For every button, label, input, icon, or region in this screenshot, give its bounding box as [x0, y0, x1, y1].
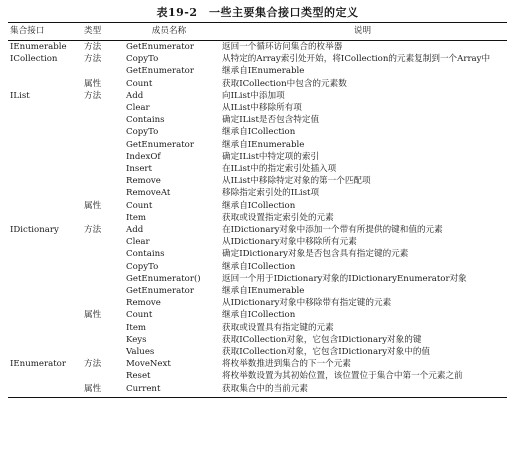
cell-interface — [8, 163, 84, 175]
cell-interface — [8, 102, 84, 114]
cell-description: 从IDictionary对象中移除带有指定键的元素 — [222, 298, 392, 309]
header-member: 成员名称 — [151, 26, 187, 36]
cell-interface — [8, 261, 84, 273]
cell-interface — [8, 151, 84, 163]
cell-description: 向IList中添加项 — [222, 90, 285, 101]
table-row — [8, 41, 507, 54]
cell-member: RemoveAt — [126, 188, 171, 199]
cell-interface: IEnumerator — [10, 359, 66, 370]
table-row — [8, 358, 507, 370]
cell-type: 属性 — [84, 310, 102, 321]
cell-description: 继承自ICollection — [222, 261, 296, 272]
cell-type: 属性 — [84, 78, 102, 89]
cell-description: 继承自IEnumerable — [222, 139, 305, 150]
cell-type — [84, 297, 120, 309]
cell-description: 确定IList是否包含特定值 — [222, 115, 320, 126]
cell-type — [84, 139, 120, 151]
cell-member: GetEnumerator — [126, 286, 194, 297]
cell-type: 方法 — [84, 42, 102, 52]
table-row — [8, 297, 507, 309]
cell-type — [84, 65, 120, 77]
cell-type: 方法 — [84, 90, 102, 101]
cell-type — [84, 114, 120, 126]
cell-description: 从IList中移除所有项 — [222, 103, 302, 114]
cell-type — [84, 187, 120, 199]
cell-type — [84, 322, 120, 334]
table-caption: 表19-2 一些主要集合接口类型的定义 — [156, 6, 359, 19]
cell-member: Add — [126, 90, 144, 101]
cell-interface — [8, 297, 84, 309]
cell-description: 继承自ICollection — [222, 200, 296, 211]
cell-description: 继承自IEnumerable — [222, 66, 305, 77]
table-body — [8, 41, 507, 398]
cell-type: 属性 — [84, 200, 102, 211]
cell-member: Values — [126, 347, 155, 358]
header-type: 类型 — [84, 26, 102, 36]
cell-member: Current — [126, 383, 161, 394]
cell-member: Contains — [126, 249, 165, 260]
cell-type — [84, 151, 120, 163]
cell-description: 继承自ICollection — [222, 310, 296, 321]
cell-type — [84, 346, 120, 358]
cell-type — [84, 261, 120, 273]
table-row — [8, 200, 507, 212]
header-interface: 集合接口 — [10, 26, 45, 36]
cell-description: 获取ICollection中包含的元素数 — [222, 78, 347, 89]
cell-member: Clear — [126, 103, 150, 114]
cell-member: Item — [126, 322, 147, 333]
cell-type — [84, 273, 120, 285]
table-row — [8, 285, 507, 297]
document-page — [8, 4, 507, 398]
cell-interface — [8, 334, 84, 346]
cell-type: 属性 — [84, 383, 102, 394]
cell-description: 将枚举数推进到集合的下一个元素 — [222, 359, 351, 370]
table-row — [8, 383, 507, 398]
cell-interface — [8, 248, 84, 260]
table-row — [8, 65, 507, 77]
cell-interface: IList — [10, 90, 30, 101]
cell-interface — [8, 139, 84, 151]
cell-interface — [8, 78, 84, 90]
cell-type: 方法 — [84, 359, 102, 370]
cell-member: CopyTo — [126, 127, 159, 138]
cell-type — [84, 248, 120, 260]
table-row — [8, 346, 507, 358]
cell-member: CopyTo — [126, 54, 159, 65]
table-row — [8, 261, 507, 273]
cell-member: GetEnumerator — [126, 66, 194, 77]
cell-interface — [8, 236, 84, 248]
cell-description: 获取ICollection对象，它包含IDictionary对象的键 — [222, 334, 422, 345]
cell-description: 获取ICollection对象，它包含IDictionary对象中的值 — [222, 347, 431, 358]
cell-interface — [8, 212, 84, 224]
cell-type: 方法 — [84, 54, 102, 65]
table-row — [8, 53, 507, 65]
cell-description: 获取或设置具有指定键的元素 — [222, 322, 334, 333]
cell-member: Item — [126, 212, 147, 223]
cell-interface — [8, 383, 84, 398]
cell-description: 从IList中移除特定对象的第一个匹配项 — [222, 176, 371, 187]
cell-member: IndexOf — [126, 151, 161, 162]
cell-member: MoveNext — [126, 359, 171, 370]
table-row — [8, 236, 507, 248]
cell-type: 方法 — [84, 225, 102, 236]
header-row — [8, 23, 507, 41]
table-row — [8, 334, 507, 346]
table-row — [8, 151, 507, 163]
cell-member: Reset — [126, 371, 151, 382]
cell-description: 将枚举数设置为其初始位置，该位置位于集合中第一个元素之前 — [222, 371, 463, 382]
table-row — [8, 175, 507, 187]
table-row — [8, 78, 507, 90]
table-row — [8, 139, 507, 151]
collection-interfaces-table — [8, 22, 507, 398]
cell-type — [84, 163, 120, 175]
cell-type — [84, 370, 120, 382]
table-row — [8, 212, 507, 224]
cell-description: 在IDictionary对象中添加一个带有所提供的键和值的元素 — [222, 225, 443, 236]
cell-member: Clear — [126, 237, 150, 248]
table-row — [8, 273, 507, 285]
table-row — [8, 126, 507, 138]
table-header — [8, 23, 507, 41]
cell-interface — [8, 309, 84, 321]
table-row — [8, 224, 507, 236]
cell-member: GetEnumerator() — [126, 273, 201, 284]
cell-interface — [8, 200, 84, 212]
cell-description: 在IList中的指定索引处插入项 — [222, 164, 337, 175]
cell-description: 继承自ICollection — [222, 127, 296, 138]
cell-type — [84, 285, 120, 297]
cell-description: 继承自IEnumerable — [222, 286, 305, 297]
cell-interface — [8, 114, 84, 126]
cell-interface: IDictionary — [10, 225, 59, 236]
cell-description: 从IDictionary对象中移除所有元素 — [222, 237, 357, 248]
cell-member: Count — [126, 200, 153, 211]
header-description: 说明 — [353, 26, 372, 36]
cell-member: GetEnumerator — [126, 42, 194, 52]
cell-member: Remove — [126, 176, 161, 187]
table-row — [8, 163, 507, 175]
cell-member: Count — [126, 78, 153, 89]
table-row — [8, 90, 507, 102]
cell-member: Count — [126, 310, 153, 321]
cell-interface — [8, 273, 84, 285]
cell-member: GetEnumerator — [126, 139, 194, 150]
cell-interface: ICollection — [10, 54, 58, 65]
cell-description: 返回一个用于IDictionary对象的IDictionaryEnumerator对象 — [222, 273, 467, 284]
cell-description: 返回一个循环访问集合的枚举器 — [222, 42, 343, 52]
cell-member: Keys — [126, 334, 147, 345]
cell-member: Contains — [126, 115, 165, 126]
cell-interface — [8, 322, 84, 334]
cell-interface — [8, 346, 84, 358]
table-row — [8, 370, 507, 382]
cell-interface — [8, 126, 84, 138]
cell-type — [84, 175, 120, 187]
cell-description: 移除指定索引处的IList项 — [222, 188, 320, 199]
cell-interface — [8, 175, 84, 187]
table-row — [8, 309, 507, 321]
cell-description: 获取集合中的当前元素 — [222, 383, 308, 394]
cell-type — [84, 236, 120, 248]
cell-type — [84, 212, 120, 224]
cell-interface: IEnumerable — [10, 42, 67, 52]
cell-member: CopyTo — [126, 261, 159, 272]
cell-description: 确定IDictionary对象是否包含具有指定键的元素 — [222, 249, 409, 260]
table-row — [8, 102, 507, 114]
cell-interface — [8, 370, 84, 382]
table-row — [8, 248, 507, 260]
cell-member: Add — [126, 225, 144, 236]
cell-interface — [8, 65, 84, 77]
cell-description: 获取或设置指定索引处的元素 — [222, 212, 334, 223]
cell-type — [84, 126, 120, 138]
cell-interface — [8, 285, 84, 297]
table-row — [8, 187, 507, 199]
cell-type — [84, 102, 120, 114]
cell-member: Insert — [126, 164, 152, 175]
table-row — [8, 114, 507, 126]
cell-interface — [8, 187, 84, 199]
cell-description: 从特定的Array索引处开始，将ICollection的元素复制到一个Array中 — [222, 54, 491, 65]
cell-member: Remove — [126, 298, 161, 309]
table-row — [8, 322, 507, 334]
cell-type — [84, 334, 120, 346]
cell-description: 确定IList中特定项的索引 — [222, 151, 320, 162]
